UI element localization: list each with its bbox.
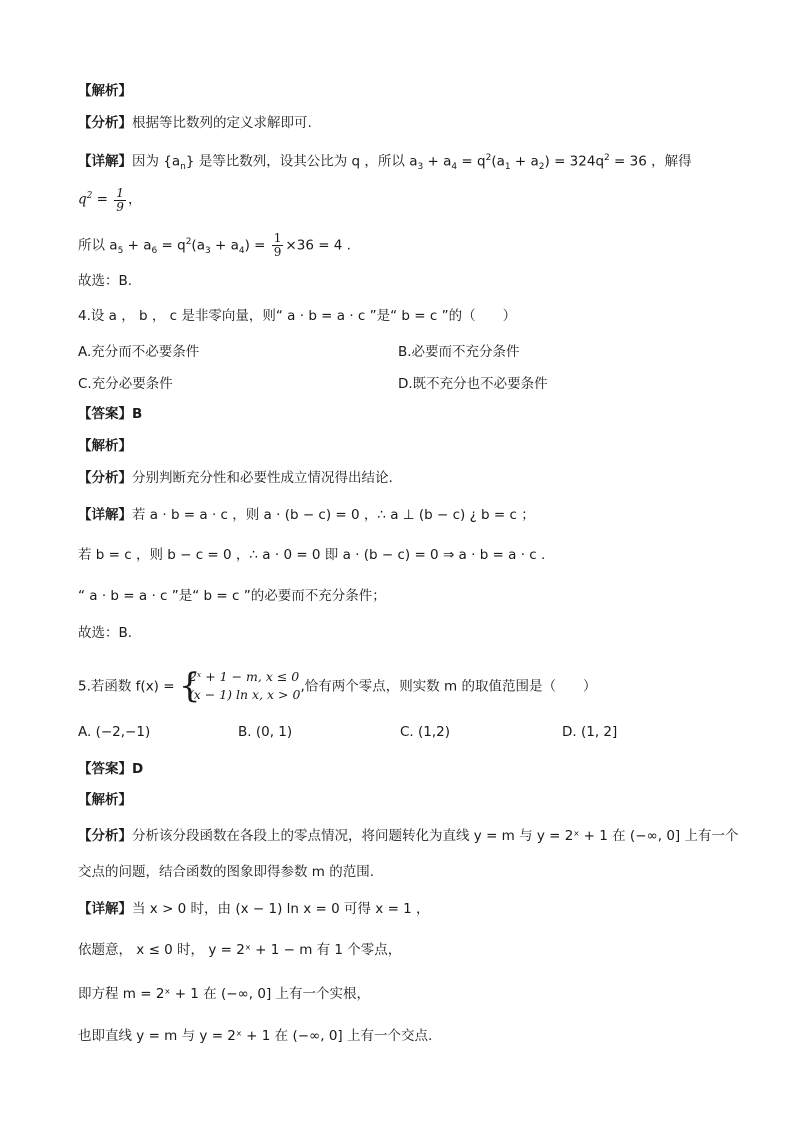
fraction: [272, 232, 284, 259]
detail-line-q5: [78, 899, 430, 919]
q4-option-b: B.必要而不充分条件: [398, 344, 520, 360]
denominator: 9: [273, 245, 282, 259]
left-brace-icon: {: [178, 666, 201, 706]
choose-line-q4: 故选：B.: [78, 625, 133, 641]
detail-end: = 36 ，解得: [609, 153, 692, 170]
detail-line-q5-2: 依题意， x ≤ 0 时， y = 2ˣ + 1 − m 有 1 个零点，: [78, 942, 402, 958]
q5-post: ,恰有两个零点，则实数 m 的取值范围是（ ）: [300, 678, 597, 695]
detail-text: 当 x > 0 时，由 (x − 1) ln x = 0 可得 x = 1 ，: [132, 901, 430, 917]
eq-mid: + a: [123, 237, 152, 254]
analysis-text: 分别判断充分性和必要性成立情况得出结论.: [132, 470, 393, 486]
tag-analysis: 【分析】: [78, 115, 132, 131]
detail-line-q5-4: 也即直线 y = m 与 y = 2ˣ + 1 在 (−∞, 0] 上有一个交点.: [78, 1028, 433, 1044]
case-1: 2ˣ + 1 − m, x ≤ 0: [188, 669, 300, 684]
q5-option-c: C. (1,2): [400, 724, 451, 740]
q4-option-a: A.充分而不必要条件: [78, 344, 200, 360]
question-5-stem: [78, 668, 596, 705]
analysis-line-q5-2: 交点的问题，结合函数的图象即得参数 m 的范围.: [78, 864, 375, 880]
analysis-line: [78, 113, 312, 133]
q4-option-c: C.充分必要条件: [78, 376, 173, 392]
q5-option-b: B. (0, 1): [238, 724, 293, 740]
comma: ，: [127, 191, 142, 208]
analysis-text: 根据等比数列的定义求解即可.: [132, 115, 312, 131]
numerator: 1: [116, 185, 124, 200]
detail-plus: + a: [510, 153, 539, 170]
detail-text: 若 a · b = a · c ，则 a · (b − c) = 0 ，∴ a ⊥ (b − c) ¿ b = c ；: [132, 507, 535, 523]
denominator: 9: [116, 199, 124, 214]
eq-pre: 所以 a: [78, 237, 118, 254]
q5-pre: 5.若函数 f(x) =: [78, 678, 179, 695]
analysis-line-q4: [78, 468, 393, 488]
section-heading-analysis-q4: 【解析】: [78, 438, 132, 454]
piecewise-function: [179, 668, 301, 705]
q5-option-d: D. (1, 2]: [562, 724, 618, 740]
answer-q5: 【答案】D: [78, 761, 144, 777]
detail-eq: = q: [457, 153, 486, 170]
q4-option-d: D.既不充分也不必要条件: [398, 376, 548, 392]
tag-detail: 【详解】: [78, 901, 132, 917]
equation-a5-a6: 所以 $a_5 + a_6 = q^2(a_3 + a_4)$ = $\frac{1}{9}$ ×36 = 4 .: [78, 231, 351, 259]
analysis-text: 分析该分段函数在各段上的零点情况，将问题转化为直线 y = m 与 y = 2ˣ + 1 在 (−∞, 0] 上有一个: [132, 828, 739, 844]
case-2: (x − 1) ln x, x > 0: [188, 687, 301, 702]
equation-q-squared: $q^2$ = $\frac{1}{9}$ ，: [78, 185, 142, 214]
detail-rest: (a: [491, 153, 505, 170]
eq-p1: (a: [191, 237, 205, 254]
tag-detail: 【详解】: [78, 153, 132, 170]
section-heading-analysis-q5: 【解析】: [78, 792, 132, 808]
eq-eq: = q: [157, 237, 186, 254]
section-heading-analysis: 【解析】: [78, 83, 132, 99]
numerator: 1: [273, 231, 282, 245]
detail-text-1: 因为 {a: [132, 153, 181, 170]
q-symbol: q: [78, 191, 87, 208]
tag-analysis: 【分析】: [78, 828, 132, 844]
conclusion-line-q4: “ a · b = a · c ”是“ b = c ”的必要而不充分条件；: [78, 588, 386, 604]
answer-q4: 【答案】B: [78, 406, 143, 422]
detail-line-q4: [78, 505, 535, 525]
question-4-stem: 4.设 a ， b ， c 是非零向量，则“ a · b = a · c ”是“ b = c ”的（ ）: [78, 308, 517, 324]
tag-analysis: 【分析】: [78, 470, 132, 486]
analysis-line-q5: [78, 826, 739, 846]
tag-detail: 【详解】: [78, 507, 132, 523]
detail-math: + a: [423, 153, 452, 170]
fraction: [114, 187, 126, 214]
detail-line: 【详解】因为 $\{a_n\}$ 是等比数列，设其公比为 q ，所以 $a_3 + a_4 = q^2(a_1 + a_2) = 324q^2 = 36$ ，解得: [78, 153, 692, 173]
detail-text-2: } 是等比数列，设其公比为 q ，所以 a: [185, 153, 418, 170]
choose-line: 故选：B.: [78, 273, 133, 289]
eq-p2: + a: [210, 237, 239, 254]
detail-line-q5-3: 即方程 m = 2ˣ + 1 在 (−∞, 0] 上有一个实根，: [78, 986, 371, 1002]
detail-val: ) = 324q: [544, 153, 605, 170]
eq-p3: ) =: [244, 237, 270, 254]
q5-option-a: A. (−2,−1): [78, 724, 151, 740]
eq-post: ×36 = 4 .: [285, 237, 351, 254]
detail-line-q4-2: 若 b = c ，则 b − c = 0 ，∴ a · 0 = 0 即 a · (b − c) = 0 ⇒ a · b = a · c .: [78, 547, 546, 563]
